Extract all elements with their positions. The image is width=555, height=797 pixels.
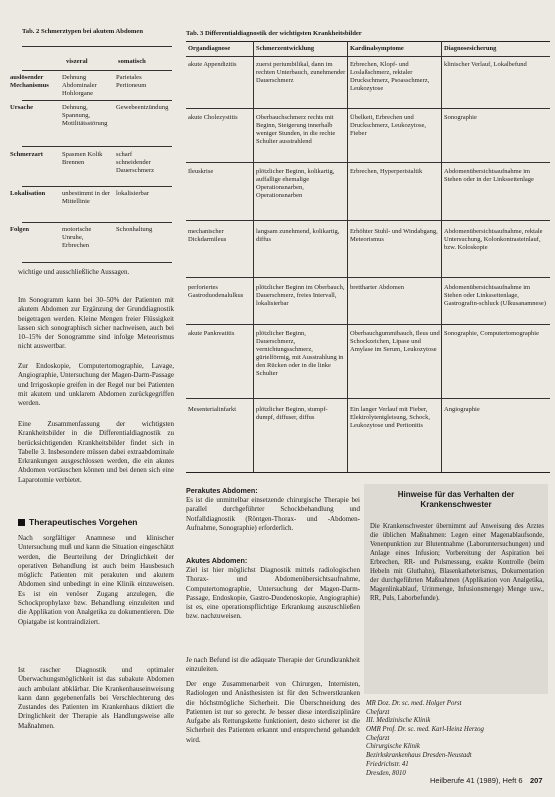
left-paragraph-4: Nach sorgfältiger Anamnese und klinischer Untersuchung muß und kann die Situation eingeschätzt werden, die Beurteilung der Dringlichkeit der operativen Behandlung ist auch beim Hausbesuch möglich: Patienten mit perakuten und akutem Abdomen sind unbedingt in eine Klinik einzuweisen. Es ist ein venöser Zugang anzulegen, die Schockprophylaxe bzw. Behandlung einzuleiten und die Applikation von Analgetika zu dokumentieren. Die Opiatgabe ist kontraindiziert. <box>18 534 174 626</box>
table-divider <box>22 70 172 71</box>
table-3-cell: plötzlicher Beginn, Dauerschmerz, vernichtungsschmerz, gürtelförmig, mit Ausstrahlung in den Rücken oder in die linke Schulter <box>256 330 344 377</box>
table-3-cell: mechanischer Dickdarmileus <box>188 228 227 243</box>
table-row-label: Schmerzart <box>10 151 43 158</box>
footer-journal: Heilberufe 41 (1989), Heft 6 <box>430 776 523 785</box>
table-column-divider <box>253 41 254 472</box>
table-divider <box>22 46 172 47</box>
table-3-cell: Mesenterialinfarkt <box>188 406 237 413</box>
table-3-cell: Ein langer Verlauf mit Fieber, Elektrolytentgleisung, Schock, Leukozytose und Peritonitis <box>350 406 430 429</box>
table-divider <box>186 162 550 163</box>
table-3-header: Kardinalsymptome <box>350 45 404 52</box>
page-number: 207 <box>530 776 543 785</box>
table-3-cell: akute Cholezystitis <box>188 114 238 121</box>
table-3-header: Schmerzentwicklung <box>256 45 315 52</box>
table-3-cell: Ileuskrise <box>188 168 214 175</box>
table-cell: Dehnung, Spannung, Motilitätsstörung <box>62 104 108 127</box>
table-3-cell: plötzlicher Beginn, stumpf-dumpf, diffuser, diffus <box>256 406 328 421</box>
authors-block <box>366 700 548 778</box>
table-cell: Schonhaltung <box>116 226 153 233</box>
table-divider <box>22 100 172 101</box>
middle-paragraph-1: Es ist die unmittelbar einsetzende chirurgische Therapie bei parallel durchgeführter Schockbehandlung und Notfalldiagnostik (Röntgen-Thorax- und -Abdomen-Aufnahme, Sonographie) erforderlich. <box>186 496 360 532</box>
table-cell: unbestimmt in der Mittellinie <box>62 190 110 205</box>
table-cell: Parietales Peritoneum <box>116 74 147 89</box>
author-line: III. Medizinische Klinik <box>366 717 431 725</box>
author-line: MR Doz. Dr. sc. med. Holger Porst <box>366 700 462 707</box>
middle-paragraph-3: Je nach Befund ist die adäquate Therapie der Grundkrankheit einzuleiten. <box>186 656 360 674</box>
table-3-cell: plötzlicher Beginn, kolikartig, auffallige ehemalige Operationsnarben, Operationsnarben <box>256 168 335 199</box>
nurse-hints-title-line-1: Hinweise für das Verhalten der <box>397 490 515 499</box>
table-3-caption: Tab. 3 Differentialdiagnostik der wichtigsten Krankheitsbilder <box>186 30 362 37</box>
table-3-cell: Angiographie <box>444 406 480 413</box>
table-divider <box>22 262 172 263</box>
author-line: Chefarzt <box>366 734 390 742</box>
table-divider <box>186 108 550 109</box>
table-divider <box>186 277 550 278</box>
table-3-cell: Oberbauchschmerz rechts mit Beginn, Steigerung innerhalb weniger Stunden, in die rechte Schulter ausstrahlend <box>256 114 336 145</box>
table-3-cell: langsam zunehmend, kolikartig, diffus <box>256 228 340 243</box>
author-line: Chirurgische Klinik <box>366 743 420 751</box>
author-line: Chefarzt <box>366 708 390 716</box>
table-3-cell: akute Appendizitis <box>188 61 237 68</box>
table-row-label: Lokalisation <box>10 190 46 197</box>
table-cell: Dehnung Abdominaler Hohlorgane <box>62 74 97 97</box>
table-3-cell: Erbrechen, Klopf- und Loslaßschmerz, rektaler Druckschmerz, Psoasschmerz, Leukozytose <box>350 61 430 92</box>
table-column-divider <box>347 41 348 472</box>
table-3-header: Organdiagnose <box>188 45 231 52</box>
table-3-header: Diagnosesicherung <box>444 45 497 52</box>
author-line: Friedrichstr. 41 <box>366 760 409 768</box>
left-paragraph-1: Im Sonogramm kann bei 30–50% der Patienten mit akutem Abdomen zur Ergänzung der Grunddiagnostik beigetragen werden. Kleine Mengen freier Flüssigkeit lassen sich sonographisch sicher nachweisen, auch bei 10–15% der Sonogramme sind infolge Meteorismus nicht auswertbar. <box>18 296 174 351</box>
table-row-label: auslösender Mechanismus <box>10 74 49 89</box>
nurse-hints-box <box>364 484 548 694</box>
table-cell: scharf schneidender Dauerschmerz <box>116 151 155 174</box>
table-row-label: Folgen <box>10 226 30 233</box>
table-divider <box>186 324 550 325</box>
table-divider <box>186 56 550 57</box>
table-3-cell: Sonographie <box>444 114 477 121</box>
table-3-cell: Übelkeit, Erbrechen und Druckschmerz, Leukozytose, Fieber <box>350 114 426 137</box>
table-3-cell: akute Pankreatitis <box>188 330 235 337</box>
nurse-hints-text: Die Krankenschwester übernimmt auf Anweisung des Arztes die üblichen Maßnahmen: Legen einer Magenablaufsonde, Venenpunktion zur Blutentnahme (Laboruntersuchungen) und Anlage eines Infusion; Vorbereitung der Aspiration bei Erbrechen, RR- und Pulsmessung, exakte Kontrolle (beim Hebeln mit Gluthahn), Blasenkatheterismus, Dokumentation der durchgeführten Maßnahmen (Applikation von Analgetika, Magenlinkablauf, Urinmenge, Infusionsmenge) Menge usw., RR, Puls, Laborbefunde). <box>370 523 544 603</box>
left-intro: wichtige und ausschließliche Aussagen. <box>18 268 130 276</box>
table-3-cell: Sonographie, Computertomographie <box>444 330 539 337</box>
nurse-hints-title-line-2: Krankenschwester <box>420 499 492 509</box>
left-paragraph-3: Eine Zusammenfassung der wichtigsten Krankheitsbilder in die Differentialdiagnostik zu berücksichtigenden Krankheitsbilder findet sich in Tabelle 3. Insbesondere müssen dabei extraabdominale Erkrankungen ausgeschlossen werden, die ein akutes Abdomen vortäuschen können und bei denen sich eine Laparotomie verbietet. <box>18 420 174 484</box>
table-3-cell: Abdomenübersichtsaufnahme im Stehen oder Linksseitenlage, Gastrografin-schluck (Ulkusanamnese) <box>444 284 546 307</box>
table-2-col-viszeral: viszeral <box>66 58 88 65</box>
table-3-cell: Abdomenübersichtsaufnahme im Stehen oder in der Linksseitenlage <box>444 168 534 183</box>
table-divider <box>186 41 550 42</box>
table-divider <box>186 398 550 399</box>
table-divider <box>22 186 172 187</box>
left-paragraph-5: Ist rascher Diagnostik und optimaler Überwachungsmöglichkeit ist das subakute Abdomen auch ambulant abklärbar. Die Krankenhauseinweisung kann dann gegebenenfalls bei Verschlechterung des Zustandes des Patienten im Krankenhaus diktiert die Dringlichkeit der Therapie als Handlungsweise alle Maßnahmen. <box>18 666 174 730</box>
table-2-caption: Tab. 2 Schmerztypen bei akutem Abdomen <box>22 28 144 35</box>
middle-paragraph-2: Ziel ist hier möglichst Diagnostik mittels radiologischen Thorax- und Abdomenübersichtsaufnahme, Computertomographie, Untersuchung der Magen-Darm-Passage, Endoskopie, Gastro-Duodenoskopie, Angiographie) ist es, eine operationspflichtige Erkrankung auszuschließen bzw. nachzuweisen. <box>186 566 360 621</box>
therapy-heading-text: Therapeutisches Vorgehen <box>29 517 138 527</box>
table-3-cell: perforiertes Gastroduodenalulkus <box>188 284 244 299</box>
author-line: OMR Prof. Dr. sc. med. Karl-Heinz Herzog <box>366 726 484 734</box>
author-line: Dresden, 8010 <box>366 769 406 777</box>
bullet-square-icon <box>18 519 25 526</box>
author-line: Bezirkskrankenhaus Dresden-Neustadt <box>366 752 472 760</box>
middle-paragraph-4: Der enge Zusammenarbeit von Chirurgen, Internisten, Radiologen und Anästhesisten ist für den Schwerstkranken die höchstmögliche Sicherheit. Die Überschneidung des Patienten ist nur so gerecht. Je besser diese interdisziplinäre Aufgabe als Rettungskette funktioniert, desto sicherer ist die Sicherheit des Patienten erkannt und entsprechend gehandelt wird. <box>186 680 360 744</box>
table-3-cell: Oberbauchgummibauch, Ileus und Schockzeichen, Lipase und Amylase im Serum, Leukozytose <box>350 330 440 353</box>
table-3-cell: plötzlicher Beginn im Oberbauch, Dauerschmerz, freies Intervall, lokalisierbar <box>256 284 345 307</box>
table-cell: motorische Unruhe, Erbrechen <box>62 226 92 249</box>
table-2-col-somatisch: somatisch <box>118 58 146 65</box>
table-divider <box>186 220 550 221</box>
table-cell: lokalisierbar <box>116 190 149 197</box>
table-divider <box>22 222 172 223</box>
table-cell: Spasmen Kolik Brennen <box>62 151 103 166</box>
table-divider <box>22 146 172 147</box>
left-paragraph-2: Zur Endoskopie, Computertomographie, Lavage, Angiographie, Untersuchung der Magen-Darm-Passage und Irrigoskopie greifen in der Regel nur bei Patienten mit akutem und unklarem Abdomen zurückgegriffen werden. <box>18 362 174 408</box>
table-cell: Gewebeentzündung <box>116 104 169 111</box>
table-3-cell: Erhöhter Stuhl- und Windabgang, Meteorismus <box>350 228 438 243</box>
nurse-hints-title <box>368 490 544 509</box>
table-3-cell: brettharter Abdomen <box>350 284 404 291</box>
table-3-cell: zuerst periumbilikal, dann im rechten Unterbauch, zunehmender Dauerschmerz <box>256 61 346 84</box>
therapy-heading <box>18 517 137 527</box>
table-row-label: Ursache <box>10 104 34 111</box>
table-divider <box>186 472 550 473</box>
table-column-divider <box>441 41 442 472</box>
table-3-cell: Abdomenübersichtsaufnahme, rektale Untersuchung, Kolonkontrasteinlauf, bzw. Koloskopie <box>444 228 543 251</box>
perakut-heading: Perakutes Abdomen: <box>186 486 258 495</box>
table-3-cell: Erbrechen, Hyperperistaltik <box>350 168 423 175</box>
table-3-cell: klinischer Verlauf, Lokalbefund <box>444 61 527 68</box>
akut-heading: Akutes Abdomen: <box>186 556 248 565</box>
